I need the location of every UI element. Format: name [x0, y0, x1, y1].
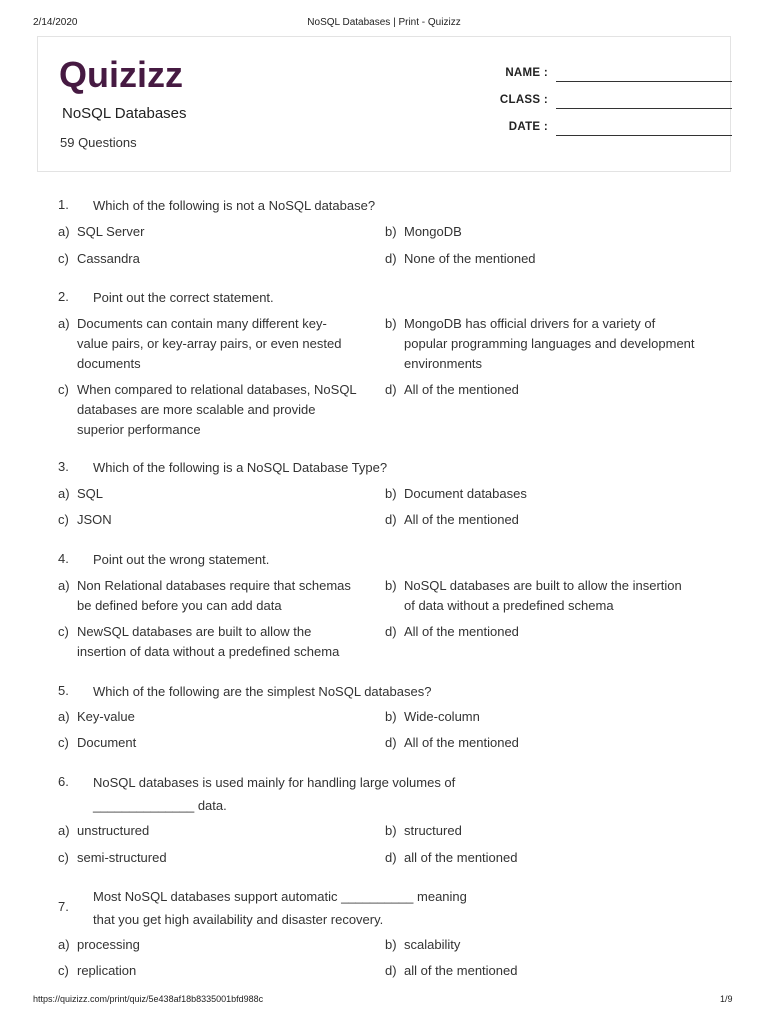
question-text: Which of the following is a NoSQL Database Type? [93, 460, 388, 475]
option-text: All of the mentioned [404, 735, 519, 750]
class-line [556, 108, 732, 109]
option-letter: d) [385, 382, 397, 397]
option-letter: b) [385, 486, 397, 501]
print-date: 2/14/2020 [33, 17, 78, 28]
page-number: 1/9 [720, 994, 733, 1004]
option-letter: a) [58, 578, 70, 593]
option-letter: c) [58, 251, 69, 266]
option-text: Document databases [404, 486, 527, 501]
option-letter: c) [58, 850, 69, 865]
date-line [556, 135, 732, 136]
option-text: structured [404, 823, 462, 838]
quiz-header-card [37, 36, 731, 172]
option-text: All of the mentioned [404, 512, 519, 527]
option-letter: a) [58, 709, 70, 724]
option-letter: a) [58, 486, 70, 501]
print-url: https://quizizz.com/print/quiz/5e438af18b8335001bfd988c [33, 994, 264, 1004]
quizizz-logo [59, 55, 193, 95]
option-text: None of the mentioned [404, 251, 536, 266]
option-letter: a) [58, 316, 70, 331]
option-letter: b) [385, 823, 397, 838]
option-text: All of the mentioned [404, 624, 519, 639]
option-letter: c) [58, 382, 69, 397]
question-text: Which of the following is not a NoSQL database? [93, 198, 376, 213]
option-text: All of the mentioned [404, 382, 519, 397]
question-text: Point out the wrong statement. [93, 552, 270, 567]
option-letter: c) [58, 624, 69, 639]
question-number: 3. [58, 459, 69, 474]
option-letter: a) [58, 224, 70, 239]
option-text: MongoDB has official drivers for a variety of popular programming languages and development environments [404, 316, 695, 371]
option-text: replication [77, 963, 137, 978]
option-letter: d) [385, 251, 397, 266]
name-field [458, 67, 718, 85]
option-letter: b) [385, 709, 397, 724]
question-text: Most NoSQL databases support automatic __________ meaning that you get high availability and disaster recovery. [93, 889, 467, 927]
option-letter: a) [58, 823, 70, 838]
option-text: SQL Server [77, 224, 145, 239]
option-letter: d) [385, 624, 397, 639]
option-letter: c) [58, 963, 69, 978]
option-letter: c) [58, 512, 69, 527]
option-letter: b) [385, 316, 397, 331]
quiz-title: NoSQL Databases [62, 105, 187, 122]
option-text: Documents can contain many different key-value pairs, or key-array pairs, or even nested documents [77, 316, 342, 371]
option-letter: b) [385, 937, 397, 952]
print-page-title: NoSQL Databases | Print - Quizizz [307, 17, 461, 28]
option-letter: c) [58, 735, 69, 750]
option-letter: d) [385, 512, 397, 527]
class-field [458, 94, 718, 112]
option-text: NewSQL databases are built to allow the insertion of data without a predefined schema [77, 624, 340, 659]
option-text: SQL [77, 486, 104, 501]
option-text: semi-structured [77, 850, 167, 865]
option-letter: d) [385, 850, 397, 865]
question-number: 7. [58, 899, 69, 914]
option-letter: d) [385, 735, 397, 750]
option-text: unstructured [77, 823, 150, 838]
option-text: Cassandra [77, 251, 140, 266]
option-letter: d) [385, 963, 397, 978]
question-number: 1. [58, 197, 69, 212]
option-text: Non Relational databases require that schemas be defined before you can add data [77, 578, 351, 613]
option-text: processing [77, 937, 140, 952]
date-field [458, 121, 718, 139]
option-text: JSON [77, 512, 112, 527]
logo-text: Quizizz [59, 55, 183, 95]
option-letter: b) [385, 578, 397, 593]
question-text: Point out the correct statement. [93, 290, 274, 305]
question-number: 4. [58, 551, 69, 566]
option-letter: a) [58, 937, 70, 952]
option-text: all of the mentioned [404, 963, 518, 978]
option-letter: b) [385, 224, 397, 239]
option-text: NoSQL databases are built to allow the insertion of data without a predefined schema [404, 578, 682, 613]
question-text: NoSQL databases is used mainly for handling large volumes of ______________ data. [93, 775, 456, 813]
option-text: MongoDB [404, 224, 462, 239]
option-text: Wide-column [404, 709, 480, 724]
name-label: NAME : [505, 67, 548, 79]
option-text: scalability [404, 937, 461, 952]
option-text: all of the mentioned [404, 850, 518, 865]
question-count: 59 Questions [60, 135, 137, 150]
question-number: 6. [58, 774, 69, 789]
date-label: DATE : [508, 121, 548, 133]
name-line [556, 81, 732, 82]
class-label: CLASS : [499, 94, 548, 106]
option-text: Document [77, 735, 137, 750]
question-text: Which of the following are the simplest NoSQL databases? [93, 684, 432, 699]
question-number: 2. [58, 289, 69, 304]
option-text: When compared to relational databases, NoSQL databases are more scalable and provide superior performance [77, 382, 357, 437]
option-text: Key-value [77, 709, 135, 724]
question-number: 5. [58, 683, 69, 698]
